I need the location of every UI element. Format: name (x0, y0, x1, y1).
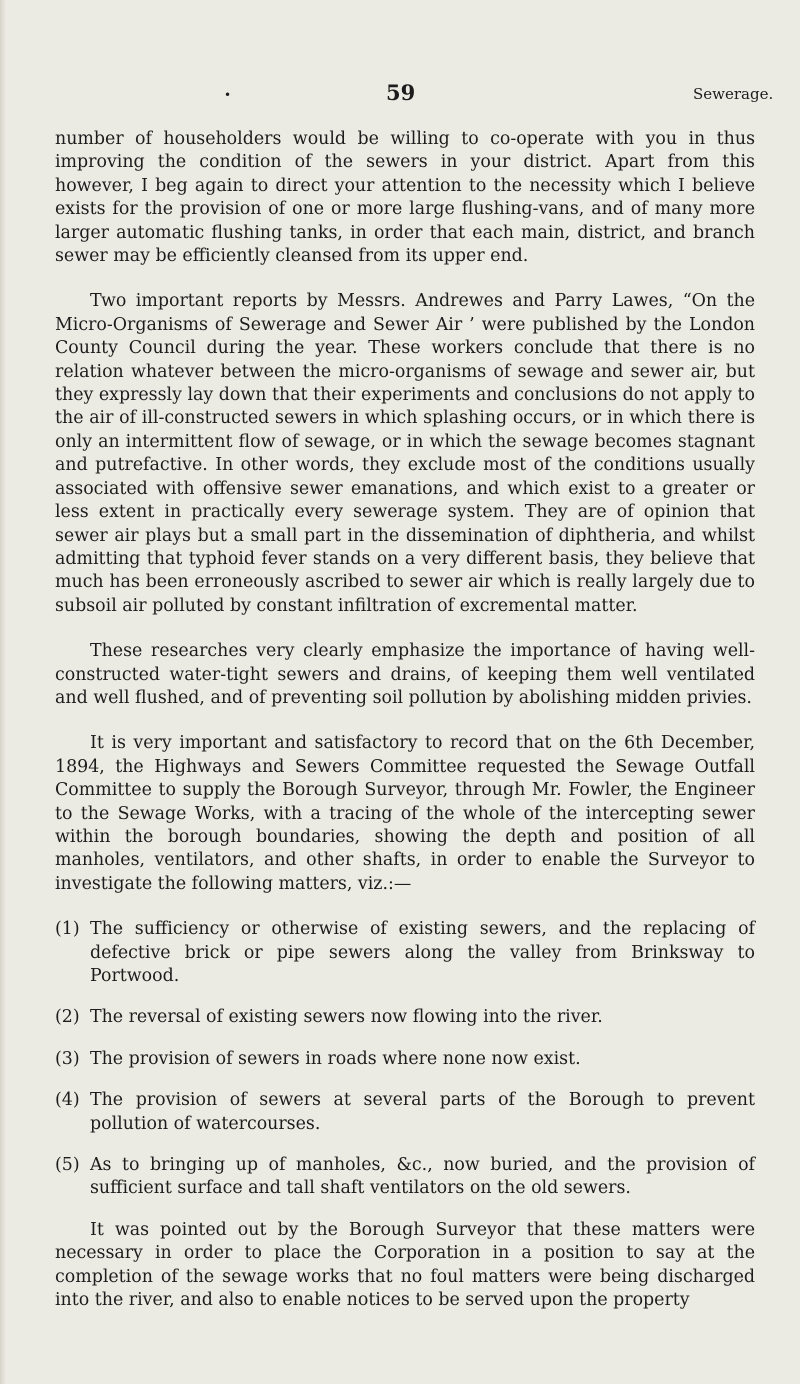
paragraph-closing: It was pointed out by the Borough Surveyor that these matters were necessary in order to place the Corporation in a position to say at the completion of the sewage works that no foul matters were being discharged into the river, and also to enable notices to be served upon the property (55, 1219, 755, 1311)
list-item-number: (5) (55, 1155, 80, 1176)
running-title: Sewerage. (693, 85, 774, 103)
list-item-number: (3) (55, 1048, 80, 1069)
list-item (55, 1089, 755, 1136)
paragraph-reports: Two important reports by Messrs. Andrewes and Parry Lawes, “On the Micro-Organisms of Sewerage and Sewer Air ’ were published by the London County Council during the year. These workers conclude that there is no relation whatever between the micro-organisms of sewage and sewer air, but they expressly lay down that their experiments and conclusions do not apply to the air of ill-constructed sewers in which splashing occurs, or in which there is only an intermittent flow of sewage, or in which the sewage becomes stagnant and putrefactive. In other words, they exclude most of the conditions usually associated with offensive sewer emanations, and which exist to a greater or less extent in practically every sewerage system. They are of opinion that sewer air plays but a small part in the dissemination of diphtheria, and whilst admitting that typhoid fever stands on a very different basis, they believe that much has been erroneously ascribed to sewer air which is really largely due to subsoil air polluted by constant infiltration of excremental matter. (55, 291, 755, 616)
list-item (55, 918, 755, 988)
body-text (55, 128, 755, 1334)
page-number: 59 (386, 80, 416, 105)
list-item-text: As to bringing up of manholes, &c., now buried, and the provision of sufficient surface and tall shaft ventilators on the old sewers. (90, 1155, 755, 1199)
list-item-number: (4) (55, 1090, 80, 1111)
list-item-text: The provision of sewers in roads where none now exist. (90, 1048, 581, 1069)
paragraph-continued: number of householders would be willing to co-operate with you in thus improving the condition of the sewers in your district. Apart from this however, I beg again to direct your attention to the necessity which I believe exists for the provision of one or more large flushing-vans, and of many more larger automatic flushing tanks, in order that each main, district, and branch sewer may be efficiently cleansed from its upper end. (55, 129, 755, 267)
list-item-number: (1) (55, 919, 80, 940)
header-bullet: • (224, 88, 232, 102)
list-item-text: The sufficiency or otherwise of existing sewers, and the replacing of defective brick or pipe sewers along the valley from Brinksway to Portwood. (90, 919, 755, 986)
list-item (55, 1006, 755, 1029)
list-item (55, 1154, 755, 1201)
page-binding-edge (0, 0, 6, 1384)
list-item-text: The reversal of existing sewers now flowing into the river. (90, 1007, 603, 1028)
page-header (0, 80, 800, 110)
paragraph-researches: These researches very clearly emphasize the importance of having well-constructed water-tight sewers and drains, of keeping them well ventilated and well flushed, and of preventing soil pollution by abolishing midden privies. (55, 641, 755, 708)
paragraph-committee-request: It is very important and satisfactory to record that on the 6th December, 1894, the Highways and Sewers Committee requested the Sewage Outfall Committee to supply the Borough Surveyor, through Mr. Fowler, the Engineer to the Sewage Works, with a tracing of the whole of the intercepting sewer within the borough boundaries, showing the depth and position of all manholes, ventilators, and other shafts, in order to enable the Surveyor to investigate the following matters, viz.:— (55, 733, 755, 894)
list-item (55, 1048, 755, 1071)
list-item-number: (2) (55, 1007, 80, 1028)
list-item-text: The provision of sewers at several parts of the Borough to prevent pollution of watercourses. (90, 1090, 755, 1134)
